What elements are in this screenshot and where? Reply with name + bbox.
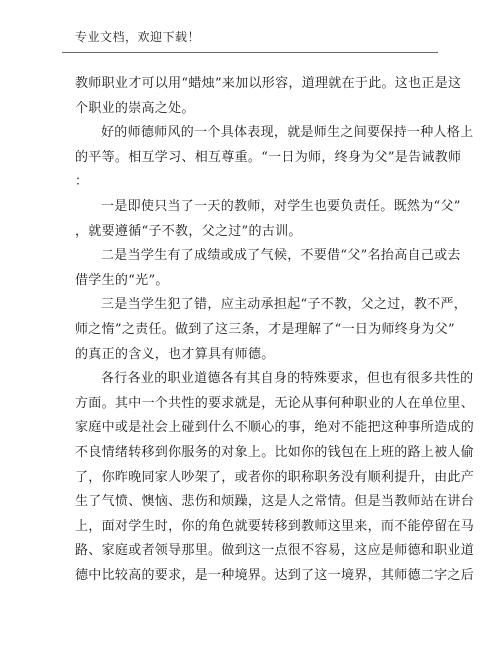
body-text bbox=[75, 72, 475, 588]
text-line: 各行各业的职业道德各有其自身的特殊要求，但也有很多共性的 bbox=[101, 371, 474, 387]
text-line: 德中比较高的要求，是一种境界。达到了这一境界，其师德二字之后 bbox=[75, 567, 475, 583]
text-line: 了，你昨晚同家人吵架了，或者你的职称职务没有顺利提升，由此产 bbox=[75, 469, 475, 485]
text-line: 好的师德师风的一个具体表现，就是师生之间要保持一种人格上 bbox=[101, 125, 474, 141]
text-line: 师之惰”之责任。做到了这三条，才是理解了“一日为师终身为父” bbox=[75, 321, 455, 337]
text-line: 家庭中或是社会上碰到什么不顺心的事，绝对不能把这种事所造成的 bbox=[75, 420, 475, 436]
text-line: 一是即使只当了一天的教师，对学生也要负责任。既然为“父” bbox=[101, 198, 461, 214]
text-line: 个职业的崇高之处。 bbox=[75, 100, 195, 116]
text-line: 三是当学生犯了错，应主动承担起“子不教，父之过，教不严， bbox=[101, 297, 468, 313]
header-divider bbox=[62, 52, 438, 53]
text-line: 路、家庭或者领导那里。做到这一点很不容易，这应是师德和职业道 bbox=[75, 543, 475, 559]
text-line: 不良情绪转移到你服务的对象上。比如你的钱包在上班的路上被人偷 bbox=[75, 444, 475, 460]
text-line: ，就要遵循“子不教，父之过”的古训。 bbox=[75, 223, 302, 239]
text-line: 方面。其中一个共性的要求就是，无论从事何种职业的人在单位里、 bbox=[75, 395, 475, 411]
header-note: 专业文档，欢迎下载！ bbox=[75, 30, 201, 44]
text-line: 的真正的含义，也才算具有师德。 bbox=[75, 346, 275, 362]
text-line: 的平等。相互学习、相互尊重。“一日为师，终身为父”是告诫教师 bbox=[75, 149, 462, 165]
text-line: 生了气愤、懊恼、悲伤和烦躁，这是人之常情。但是当教师站在讲台 bbox=[75, 494, 475, 510]
text-line: ： bbox=[75, 174, 89, 190]
text-line: 二是当学生有了成绩或成了气候，不要借“父”名抬高自己或去 bbox=[101, 248, 461, 264]
text-line: 上，面对学生时，你的角色就要转移到教师这里来，而不能停留在马 bbox=[75, 518, 475, 534]
text-line: 教师职业才可以用“蜡烛”来加以形容，道理就在于此。这也正是这 bbox=[75, 76, 462, 91]
text-line: 借学生的“光”。 bbox=[75, 272, 169, 288]
